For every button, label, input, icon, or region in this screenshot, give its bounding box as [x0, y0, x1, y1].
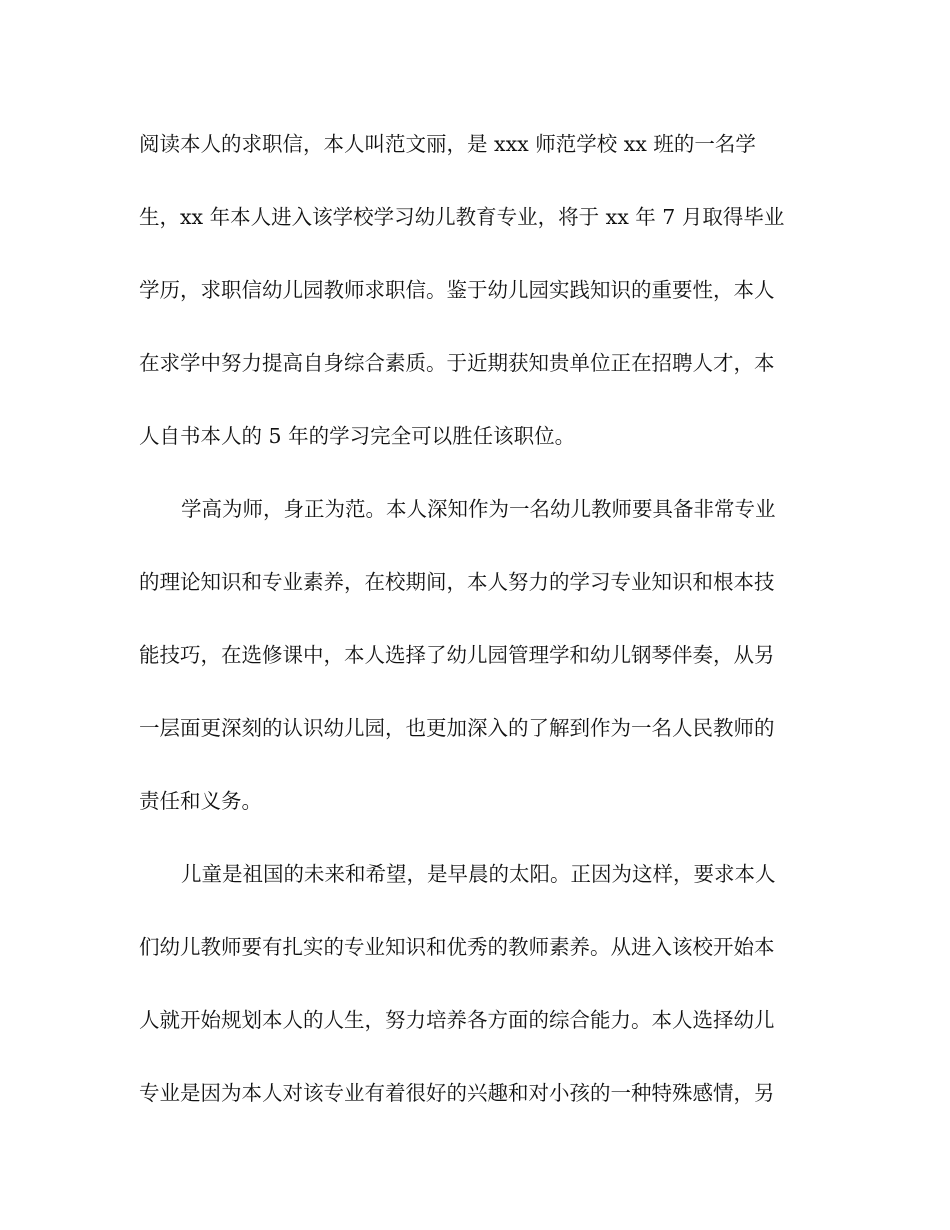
paragraph-1-line-2: 生，xx 年本人进入该学校学习幼儿教育专业，将于 xx 年 7 月取得毕业	[139, 205, 785, 229]
paragraph-1-line-1: 阅读本人的求职信，本人叫范文丽，是 xxx 师范学校 xx 班的一名学	[139, 132, 756, 156]
paragraph-1-line-3: 学历，求职信幼儿园教师求职信。鉴于幼儿园实践知识的重要性，本人	[139, 278, 775, 302]
paragraph-2-line-2: 的理论知识和专业素养，在校期间，本人努力的学习专业知识和根本技	[139, 570, 775, 594]
paragraph-1-line-5: 人自书本人的 5 年的学习完全可以胜任该职位。	[139, 424, 576, 448]
paragraph-3-line-2: 们幼儿教师要有扎实的专业知识和优秀的教师素养。从进入该校开始本	[139, 935, 775, 959]
paragraph-2-line-4: 一层面更深刻的认识幼儿园，也更加深入的了解到作为一名人民教师的	[139, 716, 775, 740]
paragraph-2-line-5: 责任和义务。	[139, 789, 262, 813]
paragraph-1-line-4: 在求学中努力提高自身综合素质。于近期获知贵单位正在招聘人才，本	[139, 351, 775, 375]
paragraph-3-line-4: 专业是因为本人对该专业有着很好的兴趣和对小孩的一种特殊感情，另	[139, 1081, 775, 1105]
paragraph-2-line-3: 能技巧，在选修课中，本人选择了幼儿园管理学和幼儿钢琴伴奏，从另	[139, 643, 775, 667]
paragraph-3-line-3: 人就开始规划本人的人生，努力培养各方面的综合能力。本人选择幼儿	[139, 1008, 775, 1032]
paragraph-3-line-1: 儿童是祖国的未来和希望，是早晨的太阳。正因为这样，要求本人	[181, 862, 776, 886]
paragraph-2-line-1: 学高为师，身正为范。本人深知作为一名幼儿教师要具备非常专业	[181, 497, 776, 521]
